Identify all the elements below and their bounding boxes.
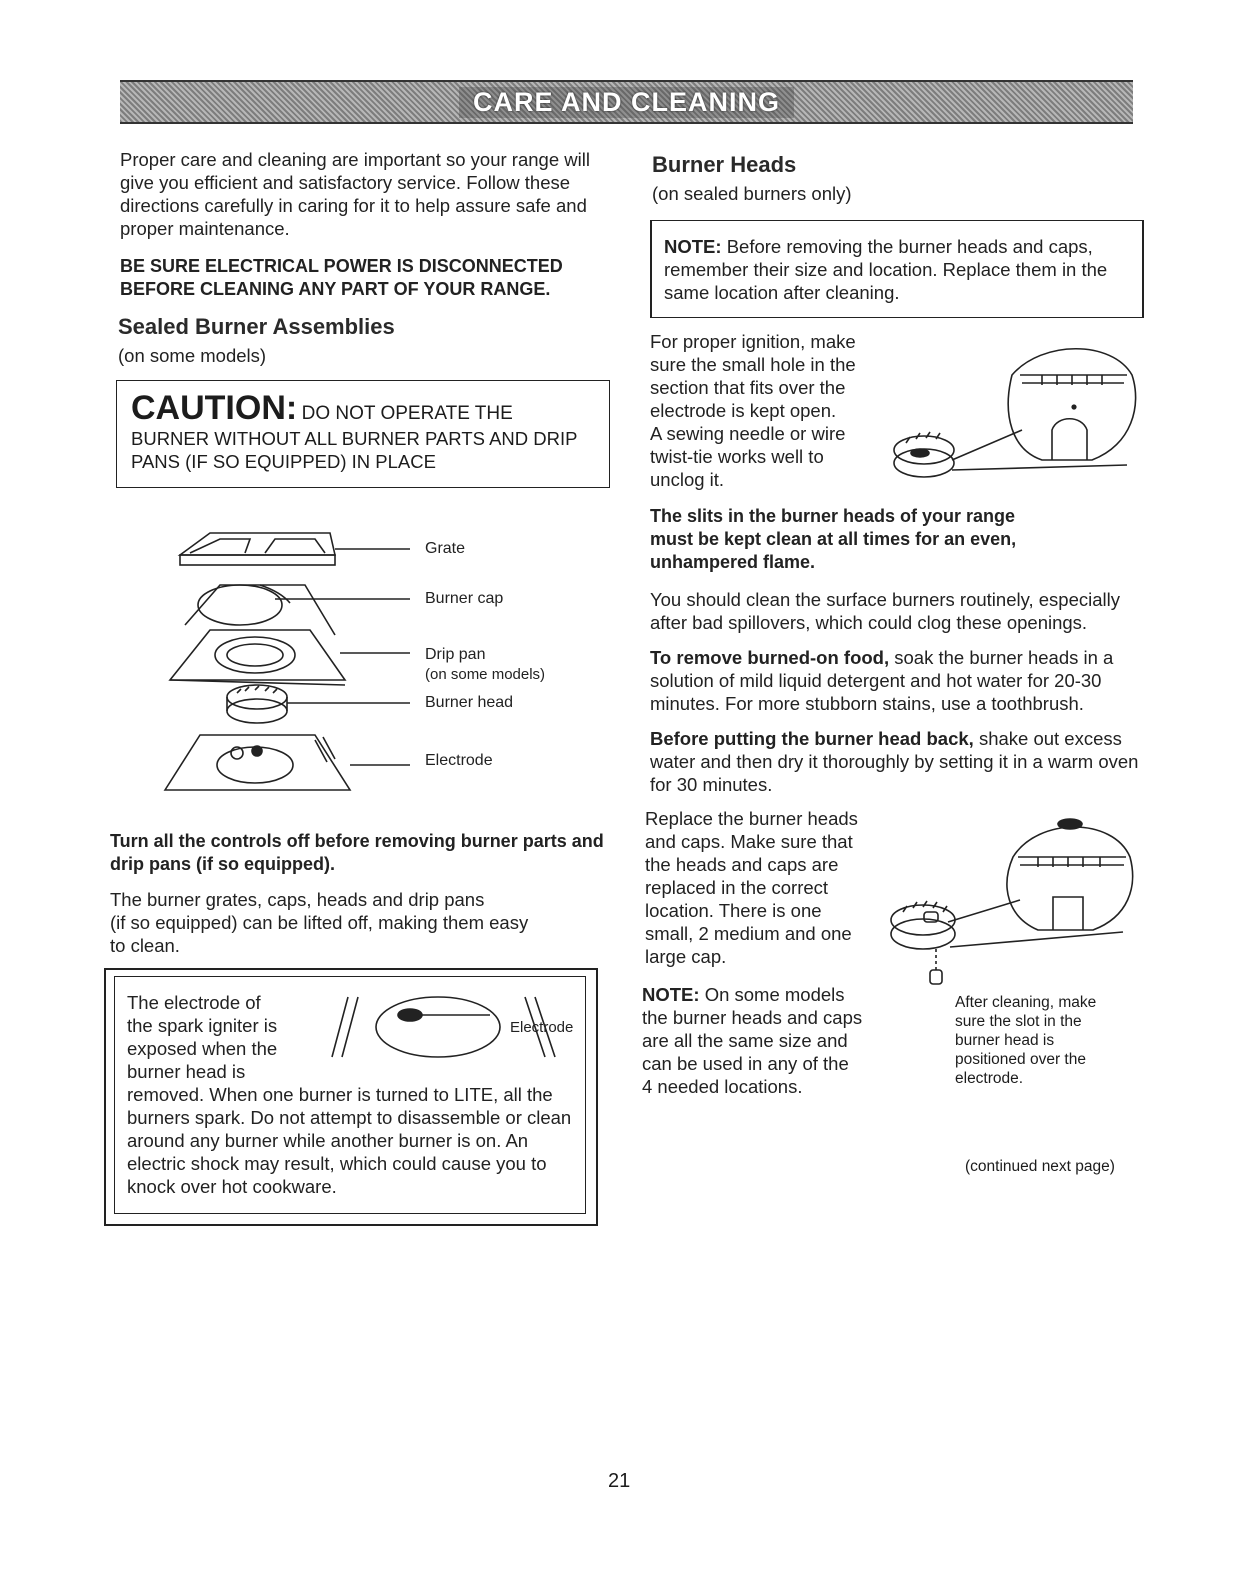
burner-heads-subheading: (on sealed burners only) xyxy=(652,183,852,204)
burner-assembly-diagram xyxy=(165,515,425,805)
note-label: NOTE: xyxy=(664,236,722,257)
caution-heading-line xyxy=(131,389,513,428)
before-putting-back-label: Before putting the burner head back, xyxy=(650,728,974,749)
ignition-line-4: electrode is kept open. xyxy=(650,400,837,421)
burner-head-hole-illustration xyxy=(892,335,1137,495)
caution-heading-rest: DO NOT OPERATE THE xyxy=(301,403,513,424)
replace-line-4: replaced in the correct xyxy=(645,877,829,898)
label-burner-head: Burner head xyxy=(425,694,514,711)
caution-box xyxy=(116,380,610,488)
note2-line-1 xyxy=(642,983,882,1006)
lift-off-line-2: (if so equipped) can be lifted off, making them easy xyxy=(110,912,529,933)
continued-note: (continued next page) xyxy=(965,1158,1115,1175)
replace-line-7: large cap. xyxy=(645,946,727,967)
replace-line-6: small, 2 medium and one xyxy=(645,923,852,944)
burner-heads-heading: Burner Heads xyxy=(652,152,797,177)
electrode-pan-icon xyxy=(165,735,410,790)
page-title: CARE AND CLEANING xyxy=(459,87,794,118)
note-body: Before removing the burner heads and caps, remember their size and location. Replace them in the same location after cleaning. xyxy=(664,236,1108,303)
electrode-warning-inner xyxy=(114,976,586,1214)
note2-paragraph xyxy=(642,983,882,1098)
label-burner-cap: Burner cap xyxy=(425,590,504,607)
burned-on-food-text: soak the burner heads in a solution of mild liquid detergent and hot water for 20-30 minutes. For more stubborn stains, use a toothbrush. xyxy=(650,647,1114,714)
after-cleaning-line-2: sure the slot in the xyxy=(955,1013,1082,1030)
electrode-line-3: exposed when the xyxy=(127,1038,278,1059)
power-warning: BE SURE ELECTRICAL POWER IS DISCONNECTED BEFORE CLEANING ANY PART OF YOUR RANGE. xyxy=(120,256,563,299)
note2-text-1: On some models xyxy=(704,984,845,1005)
replace-line-3: the heads and caps are xyxy=(645,854,839,875)
burner-slot-illustration xyxy=(888,812,1138,992)
burned-on-food-paragraph xyxy=(650,646,1140,715)
electrode-line-1: The electrode of xyxy=(127,992,261,1013)
label-electrode: Electrode xyxy=(425,752,493,769)
note2-line-3: are all the same size and xyxy=(642,1030,848,1051)
after-cleaning-line-5: electrode. xyxy=(955,1070,1024,1087)
ignition-paragraph xyxy=(650,330,880,491)
sealed-burner-subheading: (on some models) xyxy=(118,345,267,366)
burner-cap-icon xyxy=(185,585,410,635)
burned-on-food-label: To remove burned-on food, xyxy=(650,647,890,668)
ignition-line-1: For proper ignition, make xyxy=(650,331,856,352)
lift-off-line-3: to clean. xyxy=(110,935,180,956)
after-cleaning-line-1: After cleaning, make xyxy=(955,994,1097,1011)
electrode-line-4: burner head is xyxy=(127,1061,246,1082)
before-putting-back-paragraph xyxy=(650,727,1140,796)
label-drip-pan: Drip pan xyxy=(425,646,486,663)
electrode-warning-text: removed. When one burner is turned to LITE, all the burners spark. Do not attempt to disassemble or clean around any burner while another burner is on. An electric shock may result, which could cause you to knock over hot cookware. xyxy=(127,1084,572,1197)
sealed-burner-heading: Sealed Burner Assemblies xyxy=(118,314,395,339)
electrode-line-2: the spark igniter is xyxy=(127,1015,278,1036)
caution-label: CAUTION: xyxy=(131,389,298,427)
drip-pan-icon xyxy=(170,630,410,685)
note-text xyxy=(664,235,1134,304)
caution-body: BURNER WITHOUT ALL BURNER PARTS AND DRIP PANS (IF SO EQUIPPED) IN PLACE xyxy=(131,428,578,472)
after-cleaning-caption xyxy=(955,993,1135,1088)
before-putting-back-text: shake out excess water and then dry it thoroughly by setting it in a warm oven for 30 minutes. xyxy=(650,728,1139,795)
replace-line-2: and caps. Make sure that xyxy=(645,831,853,852)
lift-off-line-1: The burner grates, caps, heads and drip pans xyxy=(110,889,485,910)
ignition-line-6: twist-tie works well to xyxy=(650,446,824,467)
burner-head-icon xyxy=(227,685,410,723)
electrode-detail-label: Electrode xyxy=(510,1019,574,1036)
intro-paragraph: Proper care and cleaning are important so your range will give you efficient and satisfactory service. Follow these directions carefully in caring for it to help assure safe and proper maintenance. xyxy=(120,149,590,239)
lift-off-paragraph xyxy=(110,888,605,957)
after-cleaning-line-4: positioned over the xyxy=(955,1051,1086,1068)
note2-line-2: the burner heads and caps xyxy=(642,1007,863,1028)
turn-off-warning: Turn all the controls off before removing burner parts and drip pans (if so equipped). xyxy=(110,831,604,874)
electrode-intro-lines xyxy=(127,991,327,1083)
note2-line-5: 4 needed locations. xyxy=(642,1076,803,1097)
slits-warning: The slits in the burner heads of your range must be kept clean at all times for an even, unhampered flame. xyxy=(650,506,1017,572)
replace-paragraph xyxy=(645,807,885,968)
replace-line-1: Replace the burner heads xyxy=(645,808,858,829)
ignition-line-3: section that fits over the xyxy=(650,377,846,398)
section-banner xyxy=(120,80,1133,124)
routine-cleaning-paragraph: You should clean the surface burners routinely, especially after bad spillovers, which could clog these openings. xyxy=(650,589,1120,633)
grate-icon xyxy=(180,533,410,565)
electrode-warning-box xyxy=(104,968,598,1226)
ignition-line-2: sure the small hole in the xyxy=(650,354,856,375)
label-grate: Grate xyxy=(425,540,466,557)
note-box xyxy=(650,220,1144,318)
label-drip-pan-note: (on some models) xyxy=(425,666,546,683)
replace-line-5: location. There is one xyxy=(645,900,822,921)
note2-line-4: can be used in any of the xyxy=(642,1053,849,1074)
ignition-line-5: A sewing needle or wire xyxy=(650,423,846,444)
after-cleaning-line-3: burner head is xyxy=(955,1032,1055,1049)
note2-label: NOTE: xyxy=(642,984,700,1005)
page-number: 21 xyxy=(608,1470,631,1492)
ignition-line-7: unclog it. xyxy=(650,469,725,490)
